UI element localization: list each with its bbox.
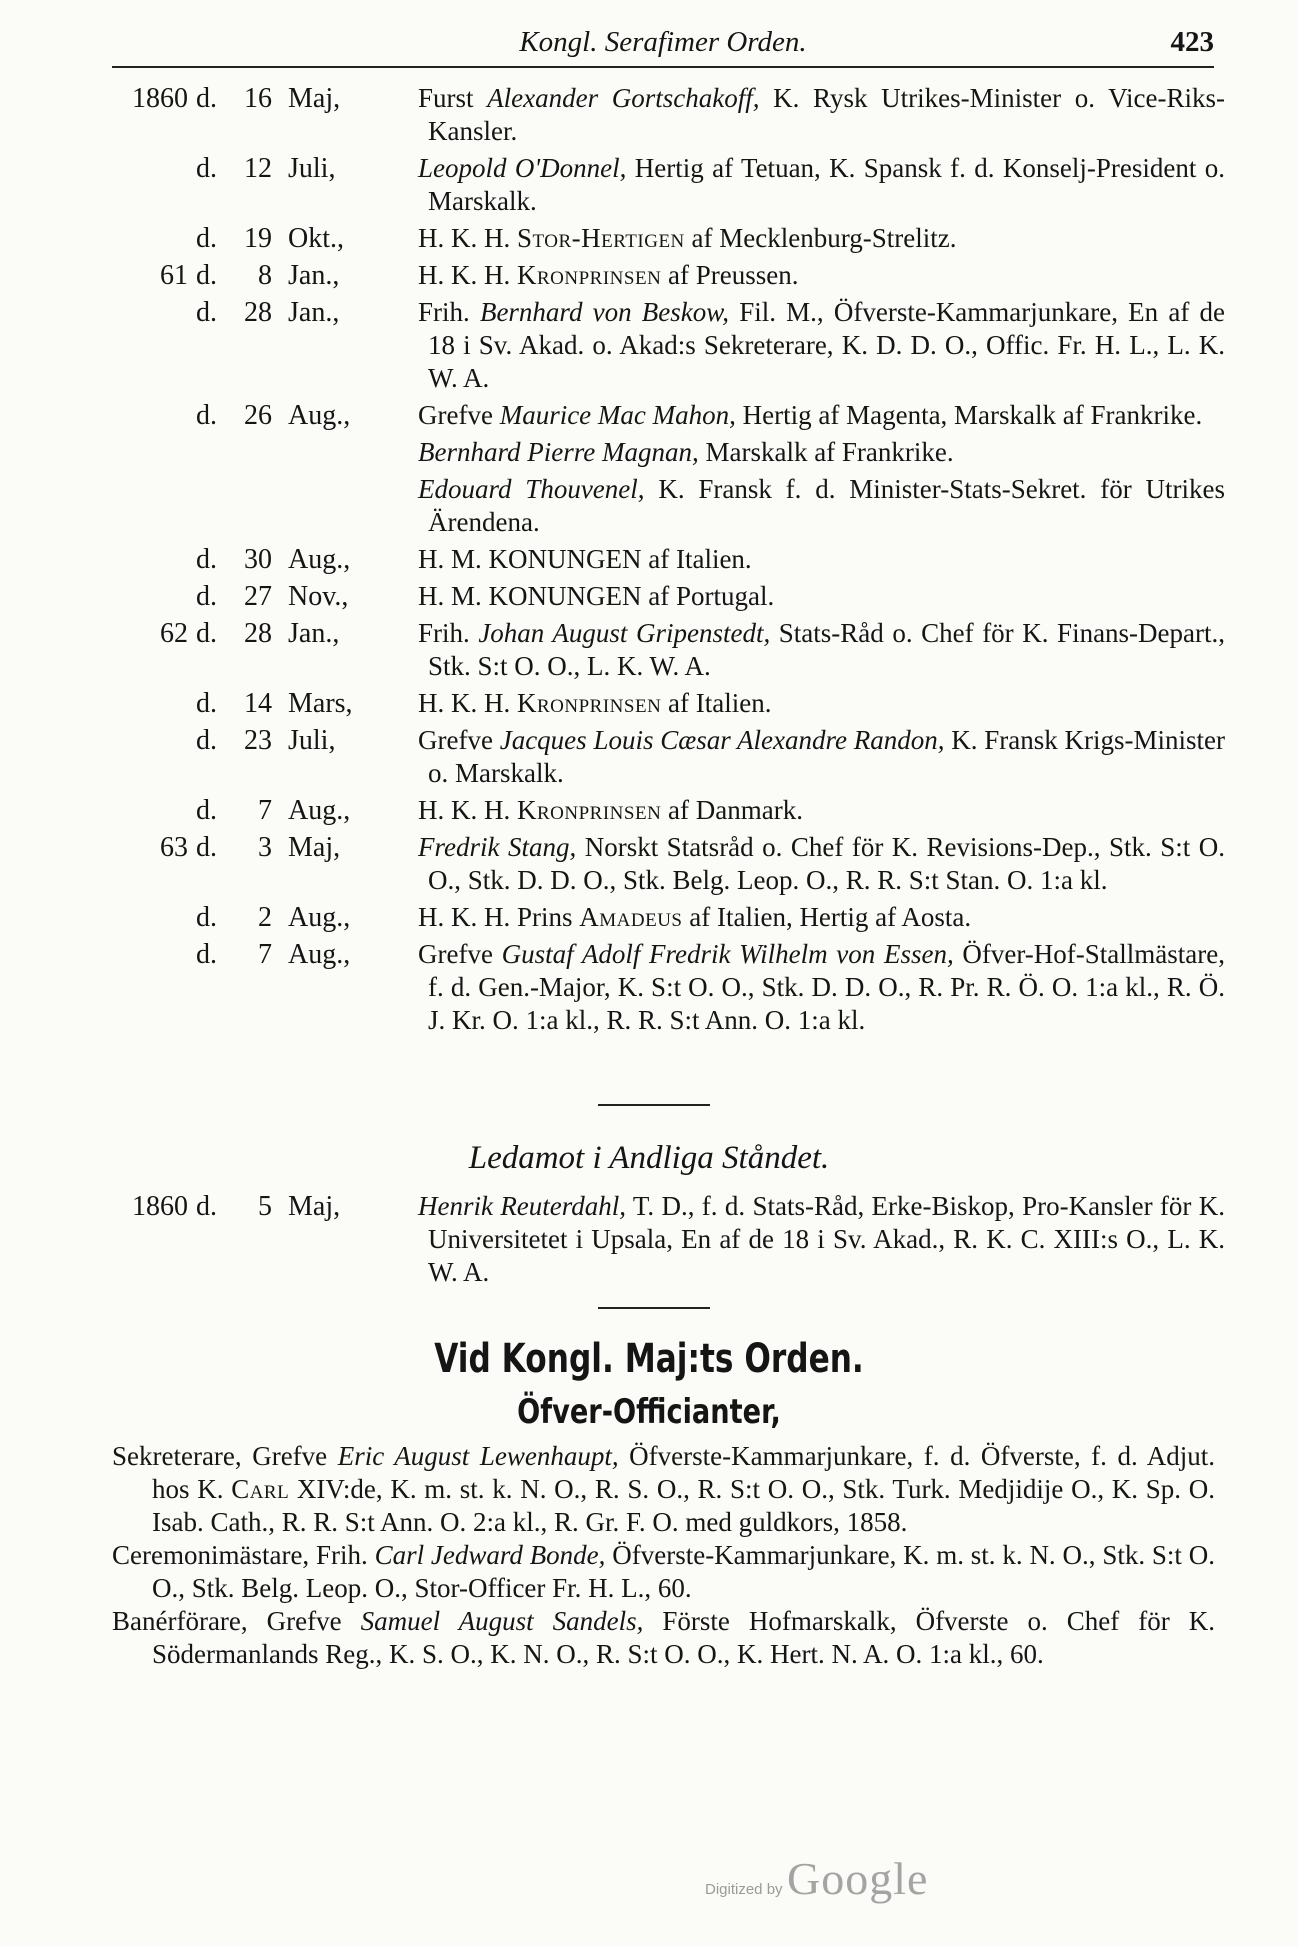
entry-text: Marskalk af Frankrike. [698,437,954,467]
official-entry [112,1440,1215,1539]
entry-day-prefix: d. [196,83,217,114]
entry-body [418,901,1225,934]
entry-body [418,724,1225,790]
entry-month: Aug., [288,400,351,431]
entry-text: af Preussen. [661,260,799,290]
member-entry [0,938,1298,1037]
entry-body [418,543,1225,576]
header-rule [112,66,1214,68]
entry-text: H. K. H. [418,688,517,718]
person-name: Alexander Gortschakoff, [487,83,760,113]
member-entry [0,1190,1298,1289]
entry-date [110,901,400,934]
official-entry [112,1605,1215,1671]
entry-month: Maj, [288,1191,341,1222]
entry-day: 7 [258,939,272,970]
entry-text: K. Fransk Krigs-Minister o. Marskalk. [428,725,1225,788]
entry-date [110,82,400,115]
entry-day: 28 [244,618,272,649]
entry-day-prefix: d. [196,618,217,649]
entry-day: 7 [258,795,272,826]
entry-year: 1860 [132,83,188,114]
entry-text: Stats-Råd o. Chef för K. Finans-Depart., Stk. S:t O. O., L. K. W. A. [428,618,1226,681]
entry-month: Aug., [288,795,351,826]
entry-text: Förste Hofmarskalk, Öfverste o. Chef för K. Södermanlands Reg., K. S. O., K. N. O., R. S:t O. O., K. Hert. N. A. O. 1:a kl., 60. [152,1606,1215,1669]
clergy-entry-container [0,1190,1298,1289]
entry-body [418,222,1225,255]
entry-day: 26 [244,400,272,431]
entry-day-prefix: d. [196,1191,217,1222]
entry-body [418,580,1225,613]
page-number: 423 [1170,26,1214,58]
person-name: Eric August Lewenhaupt, [337,1441,619,1471]
order-heading: Vid Kongl. Maj:ts Orden. [434,1336,864,1382]
person-name: Edouard Thouvenel, [418,474,645,504]
entry-date [110,399,400,432]
entry-year: 61 [160,260,188,291]
entry-text: Furst [418,83,488,113]
entry-text: af Mecklenburg-Strelitz. [684,223,957,253]
entry-month: Nov., [288,581,349,612]
member-entry [0,222,1298,255]
section-divider-2 [598,1307,710,1309]
entry-day: 12 [244,153,272,184]
entry-body [418,938,1225,1037]
entry-body [418,436,1225,469]
entry-text: Hertig af Tetuan, K. Spansk f. d. Konselj-President o. Marskalk. [428,153,1225,216]
entry-day: 30 [244,544,272,575]
entry-body [418,82,1225,148]
entry-day: 27 [244,581,272,612]
entry-day: 28 [244,297,272,328]
entry-month: Okt., [288,223,344,254]
entry-month: Juli, [288,153,336,184]
entry-day: 16 [244,83,272,114]
entry-month: Aug., [288,939,351,970]
entry-text: af Italien. [661,688,772,718]
person-name: Jacques Louis Cæsar Alexandre Randon, [499,725,945,755]
entry-day-prefix: d. [196,902,217,933]
title-smallcaps: Stor-Hertigen [517,223,685,253]
entry-date [110,222,400,255]
entry-date [110,831,400,864]
entry-text: XIV:de, K. m. st. k. N. O., R. S. O., R. S:t O. O., Stk. Turk. Medjidije O., K. Sp. O. Isab. Cath., R. R. S:t Ann. O. 2:a kl., R. Gr. F. O. med guldkors, 1858. [152,1474,1215,1537]
entry-body [418,259,1225,292]
entry-month: Aug., [288,544,351,575]
entry-day: 23 [244,725,272,756]
member-entry [0,399,1298,432]
entry-body [418,399,1225,432]
member-entry [0,580,1298,613]
entry-day: 19 [244,223,272,254]
entry-day-prefix: d. [196,795,217,826]
entry-day: 2 [258,902,272,933]
entry-body [418,831,1225,897]
entry-text: Banérförare, Grefve [112,1606,361,1636]
member-entry [0,794,1298,827]
entry-date [110,617,400,650]
entry-text: af Danmark. [661,795,803,825]
person-name: Samuel August Sandels, [360,1606,644,1636]
title-smallcaps: Kronprinsen [517,260,662,290]
entry-body [418,473,1225,539]
entry-month: Jan., [288,260,340,291]
entry-text: Norskt Statsråd o. Chef för K. Revisions-Dep., Stk. S:t O. O., Stk. D. D. O., Stk. Belg. Leop. O., R. R. S:t Stan. O. 1:a kl. [428,832,1226,895]
entry-day-prefix: d. [196,260,217,291]
entry-text: Grefve [418,725,500,755]
member-entry [0,543,1298,576]
person-name: Maurice Mac Mahon, [499,400,736,430]
member-entry [0,687,1298,720]
member-entry [0,724,1298,790]
entry-text: Grefve [418,939,502,969]
entry-body [418,794,1225,827]
entry-date [110,473,400,506]
entry-year: 63 [160,832,188,863]
entry-text: Fil. M., Öfverste-Kammarjunkare, En af de 18 i Sv. Akad. o. Akad:s Sekreterare, K. D. D. O., Offic. Fr. H. L., L. K. W. A. [428,297,1225,393]
entry-month: Aug., [288,902,351,933]
member-entry [0,901,1298,934]
entry-day: 14 [244,688,272,719]
entry-day-prefix: d. [196,581,217,612]
entry-date [110,152,400,185]
entry-month: Maj, [288,83,341,114]
section-title: Ledamot i Andliga Ståndet. [468,1140,830,1176]
member-entry [0,436,1298,469]
entry-year: 1860 [132,1191,188,1222]
person-name: Johan August Gripenstedt, [478,618,771,648]
digitized-prefix: Digitized by [705,1881,783,1898]
section-divider-1 [598,1104,710,1106]
member-entry [0,831,1298,897]
entry-month: Jan., [288,297,340,328]
title-smallcaps: Kronprinsen [517,688,662,718]
entry-text: H. K. H. [418,260,517,290]
entry-day-prefix: d. [196,688,217,719]
entry-text: Öfverste-Kammarjunkare, K. m. st. k. N. O., Stk. S:t O. O., Stk. Belg. Leop. O., Stor-Officer Fr. H. L., 60. [152,1540,1215,1603]
entry-spacer [0,1037,1298,1041]
entry-text: H. M. KONUNGEN af Portugal. [418,581,775,611]
entry-month: Juli, [288,725,336,756]
person-name: Gustaf Adolf Fredrik Wilhelm von Essen, [501,939,954,969]
entry-text: Öfverste-Kammarjunkare, f. d. Öfverste, f. d. Adjut. hos K. [152,1441,1216,1504]
entry-text: af Italien, Hertig af Aosta. [682,902,972,932]
member-entry [0,152,1298,218]
member-list [0,82,1298,1041]
officials-heading: Öfver-Officianter, [517,1392,781,1432]
entry-body [418,1190,1225,1289]
entry-body [418,296,1225,395]
official-entry [112,1539,1215,1605]
entry-month: Mars, [288,688,353,719]
member-entry [0,296,1298,395]
running-header [112,26,1214,66]
person-name: Fredrik Stang, [418,832,577,862]
entry-day-prefix: d. [196,297,217,328]
entry-day-prefix: d. [196,939,217,970]
entry-year: 62 [160,618,188,649]
entry-month: Maj, [288,832,341,863]
member-entry [0,617,1298,683]
entry-text: Grefve [418,400,500,430]
entry-body [418,617,1225,683]
entry-date [110,296,400,329]
entry-day: 5 [258,1191,272,1222]
entry-text: Ceremonimästare, Frih. [112,1540,375,1570]
entry-text: K. Fransk f. d. Minister-Stats-Sekret. för Utrikes Ärendena. [428,474,1226,537]
entry-date [110,436,400,469]
officials-list [112,1440,1215,1671]
entry-date [110,687,400,720]
person-name: Henrik Reuterdahl, [418,1191,627,1221]
entry-date [110,580,400,613]
entry-day-prefix: d. [196,153,217,184]
person-name: Bernhard Pierre Magnan, [418,437,699,467]
title-smallcaps: Carl [231,1474,290,1504]
member-entry [0,82,1298,148]
entry-date [110,259,400,292]
entry-day-prefix: d. [196,832,217,863]
entry-date [110,938,400,971]
entry-date [110,1190,400,1223]
entry-day-prefix: d. [196,544,217,575]
person-name: Carl Jedward Bonde, [374,1540,606,1570]
entry-month: Jan., [288,618,340,649]
entry-text: H. K. H. Prins [418,902,580,932]
entry-day-prefix: d. [196,400,217,431]
entry-text: H. M. KONUNGEN af Italien. [418,544,752,574]
entry-body [418,152,1225,218]
entry-date [110,794,400,827]
entry-text: Hertig af Magenta, Marskalk af Frankrike. [735,400,1203,430]
entry-day: 3 [258,832,272,863]
person-name: Leopold O'Donnel, [418,153,627,183]
entry-text: Frih. [418,618,479,648]
entry-text: Frih. [418,297,480,327]
entry-text: H. K. H. [418,795,517,825]
entry-text: T. D., f. d. Stats-Råd, Erke-Biskop, Pro-Kansler för K. Universitetet i Upsala, En af de 18 i Sv. Akad., R. K. C. XIII:s O., L. K. W. A. [428,1191,1225,1287]
entry-text: Sekreterare, Grefve [112,1441,338,1471]
entry-text: H. K. H. [418,223,517,253]
entry-day-prefix: d. [196,223,217,254]
entry-day: 8 [258,260,272,291]
title-smallcaps: Kronprinsen [517,795,662,825]
google-logo: Google [787,1853,929,1904]
member-entry [0,259,1298,292]
entry-text: Öfver-Hof-Stallmästare, f. d. Gen.-Major, K. S:t O. O., Stk. D. D. O., R. Pr. R. Ö. O. 1:a kl., R. Ö. J. Kr. O. 1:a kl., R. R. S:t Ann. O. 1:a kl. [428,939,1225,1035]
header-title: Kongl. Serafimer Orden. [519,26,807,58]
member-entry [0,473,1298,539]
entry-date [110,543,400,576]
entry-body [418,687,1225,720]
entry-text: K. Rysk Utrikes-Minister o. Vice-Riks-Kansler. [428,83,1225,146]
person-name: Bernhard von Beskow, [479,297,730,327]
digitized-watermark [705,1852,928,1905]
entry-date [110,724,400,757]
entry-day-prefix: d. [196,725,217,756]
title-smallcaps: Amadeus [579,902,683,932]
